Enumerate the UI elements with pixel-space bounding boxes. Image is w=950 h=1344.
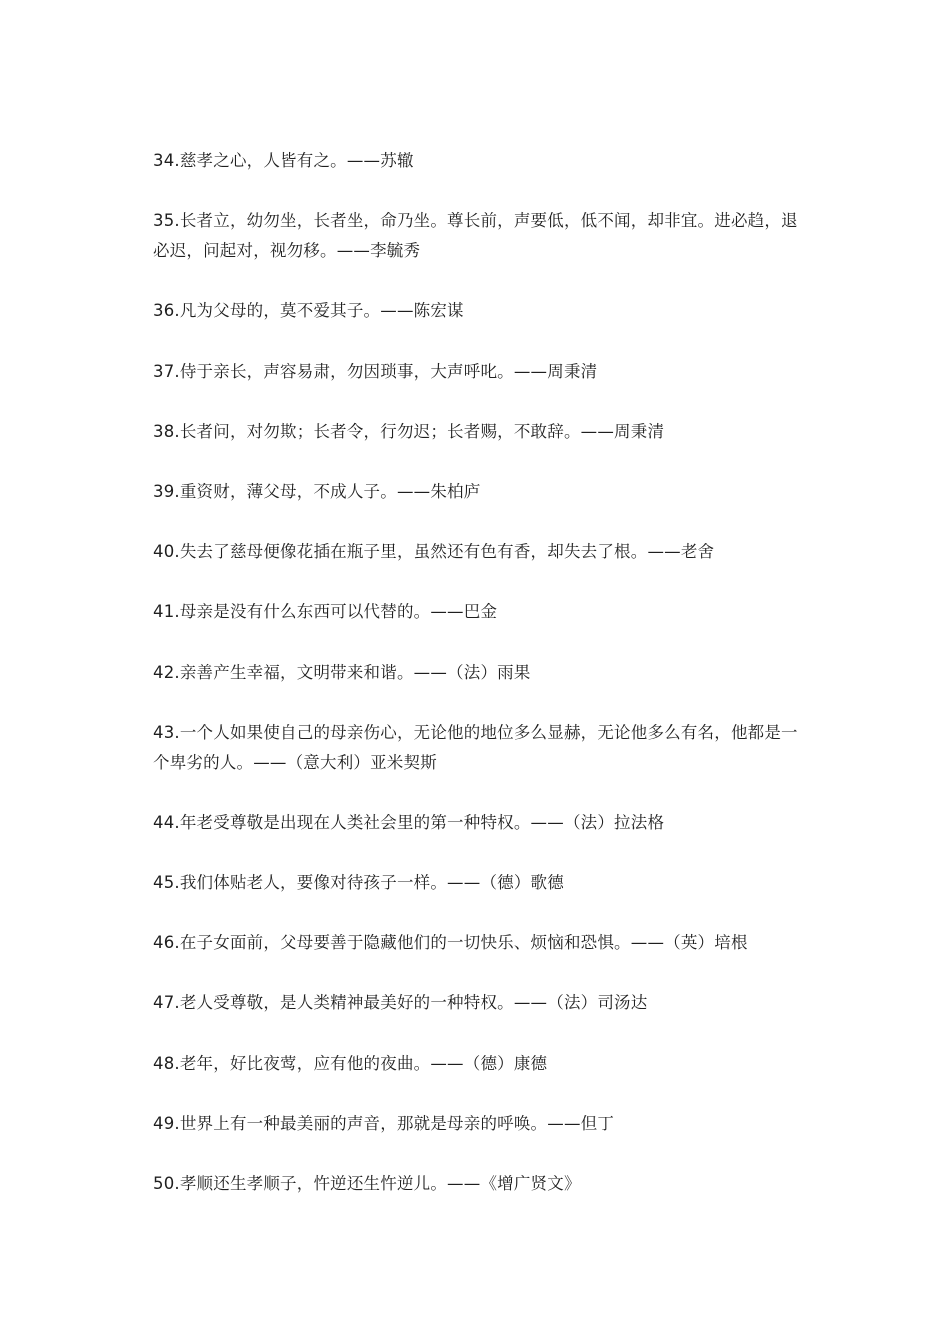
quote-46: 46.在子女面前，父母要善于隐藏他们的一切快乐、烦恼和恐惧。——（英）培根 [153,933,748,953]
quote-49: 49.世界上有一种最美丽的声音，那就是母亲的呼唤。——但丁 [153,1113,615,1133]
quote-35: 35.长者立，幼勿坐，长者坐，命乃坐。尊长前，声要低，低不闻，却非宜。进必趋，退必迟，问起对，视勿移。——李毓秀 [153,211,798,261]
quote-40: 40.失去了慈母便像花插在瓶子里，虽然还有色有香，却失去了根。——老舍 [153,542,715,562]
quote-list [153,146,803,1229]
quote-38: 38.长者问，对勿欺；长者令，行勿迟；长者赐，不敢辞。——周秉清 [153,421,665,441]
quote-45: 45.我们体贴老人，要像对待孩子一样。——（德）歌德 [153,873,564,893]
quote-37: 37.侍于亲长，声容易肃，勿因琐事，大声呼叱。——周秉清 [153,361,598,381]
quote-39: 39.重资财，薄父母，不成人子。——朱柏庐 [153,481,481,501]
quote-47: 47.老人受尊敬，是人类精神最美好的一种特权。——（法）司汤达 [153,993,648,1013]
quote-44: 44.年老受尊敬是出现在人类社会里的第一种特权。——（法）拉法格 [153,812,665,832]
quote-43: 43.一个人如果使自己的母亲伤心，无论他的地位多么显赫，无论他多么有名，他都是一个卑劣的人。——（意大利）亚米契斯 [153,722,798,772]
quote-42: 42.亲善产生幸福，文明带来和谐。——（法）雨果 [153,662,531,682]
quote-34: 34.慈孝之心，人皆有之。——苏辙 [153,151,414,170]
quote-50: 50.孝顺还生孝顺子，忤逆还生忤逆儿。——《增广贤文》 [153,1174,581,1193]
quote-41: 41.母亲是没有什么东西可以代替的。——巴金 [153,602,498,622]
quote-48: 48.老年，好比夜莺，应有他的夜曲。——（德）康德 [153,1053,548,1073]
quote-36: 36.凡为父母的，莫不爱其子。——陈宏谋 [153,301,464,321]
